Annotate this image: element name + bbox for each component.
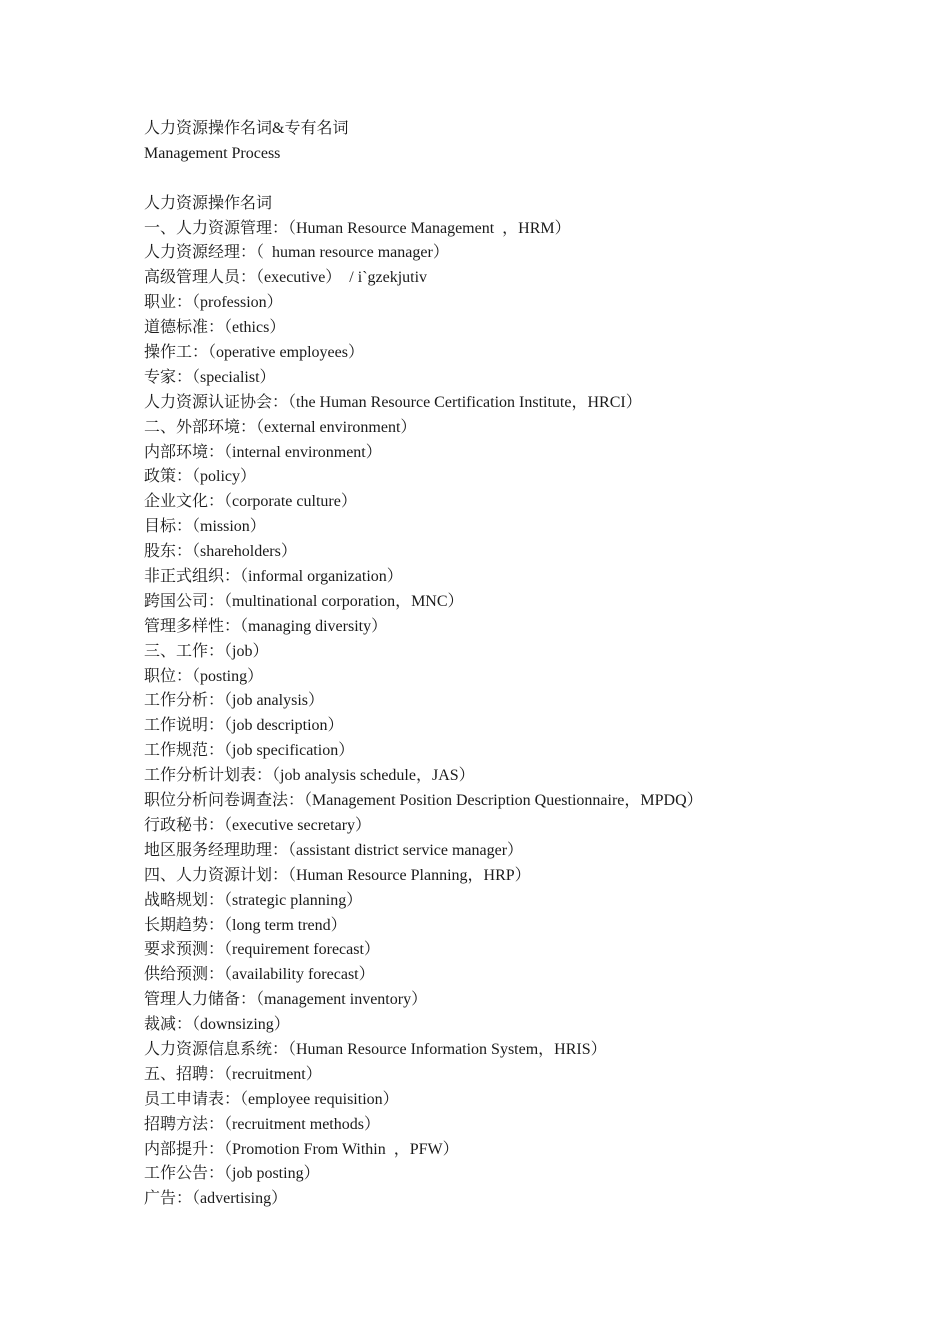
term-line: 工作分析计划表：（job analysis schedule，JAS） [144,767,475,785]
term-line: 工作规范：（job specification） [144,742,355,760]
term-line: 人力资源信息系统：（Human Resource Information System，HRIS） [144,1040,607,1058]
term-line: 供给预测：（availability forecast） [144,966,375,984]
term-line: 职业：（profession） [144,294,283,312]
term-line: 跨国公司：（multinational corporation，MNC） [144,592,464,610]
term-line: 内部环境：（internal environment） [144,443,382,461]
document-subtitle: Management Process [144,144,281,162]
term-line: 操作工：（operative employees） [144,344,364,362]
term-line: 四、人力资源计划：（Human Resource Planning，HRP） [144,866,531,884]
term-line: 工作说明：（job description） [144,717,344,735]
term-line: 裁减：（downsizing） [144,1016,290,1034]
term-line: 专家：（specialist） [144,368,276,386]
term-line: 长期趋势：（long term trend） [144,916,347,934]
term-line: 管理人力储备：（management inventory） [144,991,428,1009]
term-line: 战略规划：（strategic planning） [144,891,363,909]
term-line: 广告：（advertising） [144,1190,288,1208]
term-line: 一、人力资源管理：（Human Resource Management ，HRM） [144,219,571,237]
term-line: 人力资源经理：（ human resource manager） [144,244,449,262]
term-line: 政策：（policy） [144,468,256,486]
section-heading: 人力资源操作名词 [144,194,273,212]
term-line: 道德标准：（ethics） [144,319,286,337]
term-line: 工作公告：（job posting） [144,1165,320,1183]
document-body [144,117,924,1212]
term-line: 内部提升：（Promotion From Within ，PFW） [144,1140,459,1158]
term-line: 五、招聘：（recruitment） [144,1065,322,1083]
term-line: 人力资源认证协会：（the Human Resource Certification Institute，HRCI） [144,393,642,411]
document-title: 人力资源操作名词&专有名词 [144,120,349,137]
term-line: 职位分析问卷调查法：（Management Position Description Questionnaire，MPDQ） [144,792,703,810]
blank-line [144,167,924,192]
term-line: 目标：（mission） [144,518,266,536]
term-list [144,217,924,1213]
term-line: 股东：（shareholders） [144,543,297,561]
term-line: 地区服务经理助理：（assistant district service manager） [144,841,524,859]
term-line: 工作分析：（job analysis） [144,692,324,710]
term-line: 企业文化：（corporate culture） [144,493,357,511]
term-line: 非正式组织：（informal organization） [144,568,403,586]
term-line: 管理多样性：（managing diversity） [144,617,388,635]
term-line: 招聘方法：（recruitment methods） [144,1115,380,1133]
term-line: 职位：（posting） [144,667,264,685]
term-line: 员工申请表：（employee requisition） [144,1090,399,1108]
term-line: 行政秘书：（executive secretary） [144,816,372,834]
term-line: 二、外部环境：（external environment） [144,418,417,436]
term-line: 三、工作：（job） [144,642,269,660]
term-line: 要求预测：（requirement forecast） [144,941,380,959]
term-line: 高级管理人员：（executive） / i`gzekjutiv [144,269,428,287]
